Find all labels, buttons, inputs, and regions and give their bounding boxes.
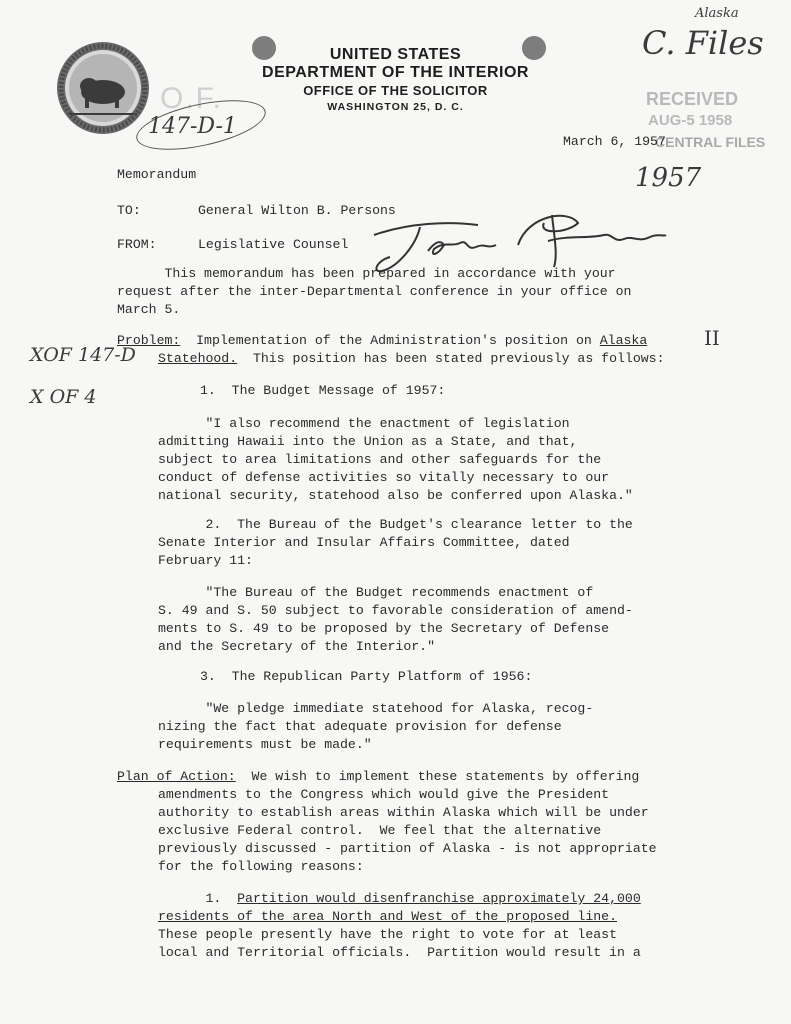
reason1-underlined-a: Partition would disenfranchise approximately 24,000 [237, 891, 641, 906]
problem-line-2 [158, 350, 665, 368]
plan-line-1 [117, 768, 639, 786]
item2-line-3: February 11: [158, 553, 253, 568]
central-files-stamp: CENTRAL FILES [655, 134, 766, 150]
plan-text: We wish to implement these statements by offering [235, 769, 640, 784]
reason1-number: 1. [158, 891, 238, 906]
problem-text-a: Implementation of the Administration's position on [180, 333, 600, 348]
problem-label: Problem: [117, 333, 181, 348]
item1-quote-1: "I also recommend the enactment of legislation [158, 416, 570, 431]
from-label: FROM: [117, 237, 157, 252]
item2-quote-3: ments to S. 49 to be proposed by the Secretary of Defense [158, 621, 610, 636]
letterhead-line1: UNITED STATES [329, 46, 462, 63]
received-stamp: RECEIVED [646, 89, 739, 109]
problem-statehood: Statehood. [158, 351, 238, 366]
reason1-line-4: local and Territorial officials. Partition would result in a [158, 945, 641, 960]
plan-label: Plan of Action: [117, 769, 236, 784]
letterhead-line3: OFFICE OF THE SOLICITOR [303, 83, 488, 98]
handwritten-c-files: C. Files [642, 24, 764, 62]
reason1-line-1 [158, 890, 641, 908]
item1-quote-3: subject to area limitations and other safeguards for the [158, 452, 602, 467]
plan-line-2: amendments to the Congress which would give the President [158, 787, 610, 802]
item2-line-2: Senate Interior and Insular Affairs Committee, dated [158, 535, 570, 550]
handwritten-xof: XOF 147-D [30, 344, 136, 366]
item1-quote-2: admitting Hawaii into the Union as a State, and that, [158, 434, 578, 449]
item2-quote-2: S. 49 and S. 50 subject to favorable consideration of amend- [158, 603, 633, 618]
reason1-line-2 [158, 908, 617, 926]
problem-line-1 [117, 332, 647, 350]
reason1-underlined-b: residents of the area North and West of the proposed line. [158, 909, 617, 924]
item1-quote-4: conduct of defense activities so vitally necessary to our [158, 470, 610, 485]
corner-note: Alaska [695, 6, 739, 21]
memo-date: March 6, 1957 [563, 134, 666, 149]
intro-line-1: This memorandum has been prepared in accordance with your [117, 266, 616, 281]
item2-quote-4: and the Secretary of the Interior." [158, 639, 435, 654]
plan-line-4: exclusive Federal control. We feel that the alternative [158, 823, 602, 838]
item3-quote-1: "We pledge immediate statehood for Alaska, recog- [158, 701, 594, 716]
of-stamp: O.F. [160, 82, 224, 115]
letterhead-line2: DEPARTMENT OF THE INTERIOR [262, 64, 529, 81]
problem-alaska: Alaska [599, 333, 648, 348]
handwritten-xof4: X OF 4 [30, 386, 97, 408]
item3-quote-2: nizing the fact that adequate provision for defense [158, 719, 562, 734]
to-value: General Wilton B. Persons [198, 203, 396, 218]
received-date-stamp: AUG-5 1958 [648, 112, 733, 129]
handwritten-file-code: 147-D-1 [148, 114, 237, 139]
to-label: TO: [117, 203, 141, 218]
item1-quote-5: national security, statehood also be conferred upon Alaska." [158, 488, 633, 503]
item1-title: 1. The Budget Message of 1957: [200, 383, 446, 398]
intro-line-3: March 5. [117, 302, 181, 317]
item3-quote-3: requirements must be made." [158, 737, 372, 752]
reason1-line-3: These people presently have the right to vote for at least [158, 927, 617, 942]
from-value: Legislative Counsel [198, 237, 349, 252]
item2-line-1: 2. The Bureau of the Budget's clearance letter to the [158, 517, 633, 532]
intro-line-2: request after the inter-Departmental conference in your office on [117, 284, 632, 299]
letterhead-line4: WASHINGTON 25, D. C. [327, 101, 464, 113]
item2-quote-1: "The Bureau of the Budget recommends enactment of [158, 585, 594, 600]
plan-line-6: for the following reasons: [158, 859, 364, 874]
memo-type: Memorandum [117, 167, 197, 182]
problem-text-b: This position has been stated previously as follows: [237, 351, 665, 366]
item3-title: 3. The Republican Party Platform of 1956: [200, 669, 533, 684]
plan-line-5: previously discussed - partition of Alaska - is not appropriate [158, 841, 657, 856]
plan-line-3: authority to establish areas within Alaska which will be under [158, 805, 649, 820]
handwritten-year: 1957 [635, 163, 702, 193]
handwritten-roman: II [704, 326, 720, 350]
